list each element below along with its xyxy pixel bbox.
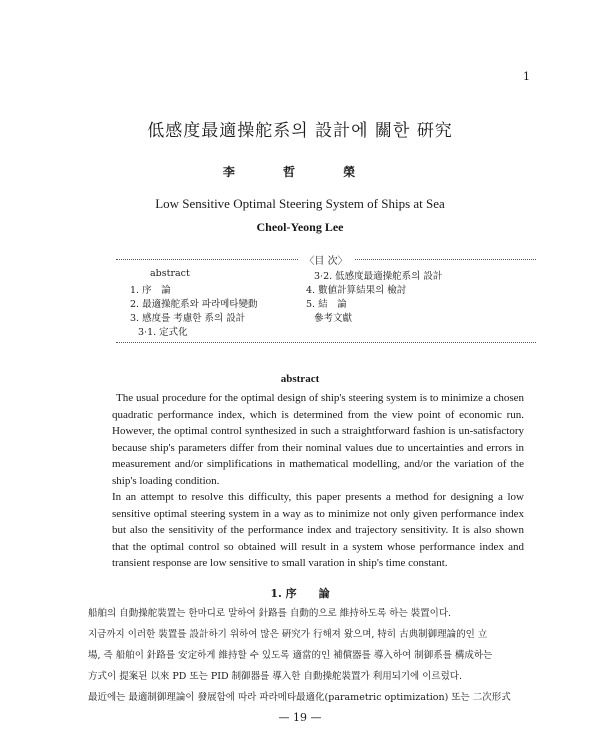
- body-line: 船舶의 自動操舵裝置는 한마디로 말하여 針路를 自動的으로 維持하도록 하는 裝置이다.: [88, 608, 452, 619]
- toc-item: 3. 感度를 考慮한 系의 設計: [130, 313, 246, 324]
- author-name-korean: 李 哲 榮: [222, 165, 378, 179]
- abstract-heading: abstract: [280, 373, 320, 385]
- page-number-bottom: — 19 —: [278, 711, 322, 724]
- toc-heading: [116, 252, 536, 267]
- section-body: [88, 603, 532, 708]
- paper-title-english: Low Sensitive Optimal Steering System of Ships at Sea: [155, 196, 445, 211]
- page-number-top: 1: [523, 70, 530, 83]
- abstract-paragraph: The usual procedure for the optimal design of ship's steering system is to minimize a chosen quadratic performance index, which is determined from the view point of economic run. However, the optimal control synthesized in such a straightforward fashion is un-satisfactory because ship's parameters differ from their nominal values due to uncertainties and errors in measurement and/or simplifications in mathematical modelling, and/or the variation of the ship's loading condition.: [112, 392, 524, 487]
- toc-item: 2. 最適操舵系와 파라메타變動: [130, 299, 258, 310]
- toc-item: 1. 序 論: [130, 285, 171, 296]
- body-line: 지금까지 이러한 裝置를 設計하기 위하여 많은 硏究가 行해져 왔으며, 特히 古典制御理論的인 立: [88, 629, 488, 640]
- toc-item: 參考文獻: [314, 313, 353, 324]
- section-heading: 1. 序 論: [270, 587, 330, 600]
- table-of-contents: [116, 256, 536, 343]
- toc-item: 5. 結 論: [306, 299, 347, 310]
- body-line: 最近에는 最適制御理論이 發展함에 따라 파라메타最適化(parametric optimization) 또는 二次形式: [88, 692, 511, 703]
- author-name-english: Cheol-Yeong Lee: [256, 220, 344, 234]
- abstract-body: [112, 390, 524, 572]
- paper-title-korean: 低感度最適操舵系의 設計에 關한 硏究: [147, 121, 453, 141]
- body-line: 方式이 提案된 以來 PD 또는 PID 制御器를 導入한 自動操舵裝置가 利用되기에 이르렀다.: [88, 671, 462, 682]
- toc-item: 4. 數値計算結果의 檢討: [306, 285, 407, 296]
- abstract-paragraph: In an attempt to resolve this difficulty, this paper presents a method for designing a low sensitive optimal steering system in a way as to minimize not only given performance index but also the sensitivity of the performance index and trajectory sensitivity. It is also shown that the optimal control so obtained will result in a system whose performance index and transient response are low sensitive to small varation in ship's time constant.: [112, 491, 524, 569]
- toc-item: 3·2. 低感度最適操舵系의 設計: [314, 271, 443, 282]
- toc-heading-text: 〈目 次〉: [298, 256, 353, 267]
- toc-item: 3·1. 定式化: [138, 327, 188, 338]
- toc-item: abstract: [150, 268, 190, 279]
- body-line: 場, 즉 船舶이 針路를 安定하게 維持할 수 있도록 適當的인 補償器를 導入하여 制御系를 構成하는: [88, 650, 493, 661]
